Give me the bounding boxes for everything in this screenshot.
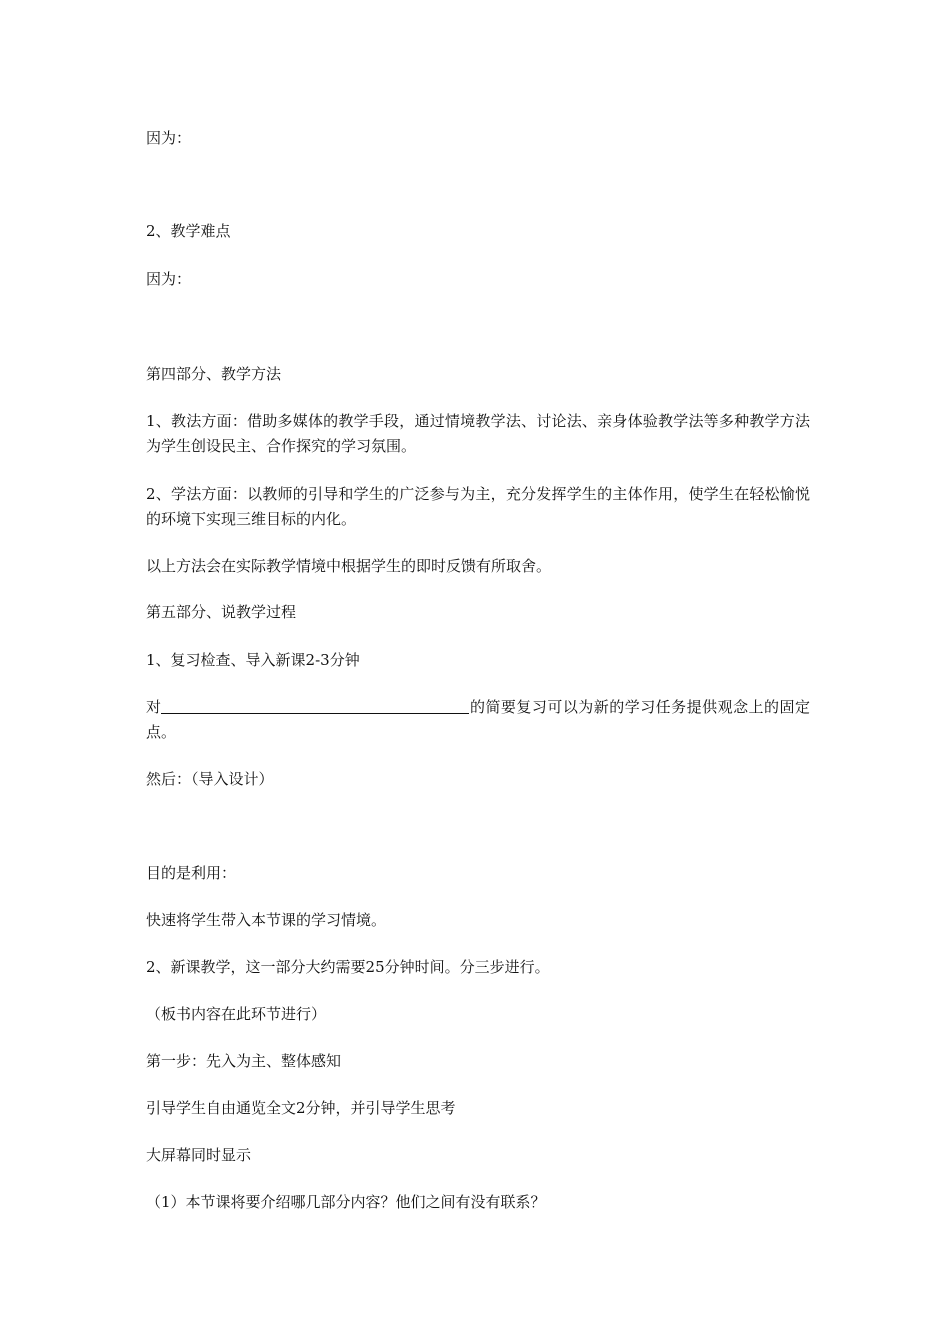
- then-line: 然后：（导入设计）: [146, 770, 274, 788]
- learning-method-paragraph: 2、学法方面：以教师的引导和学生的广泛参与为主，充分发挥学生的主体作用，使学生在轻松愉悦的环境下实现三维目标的内化。: [146, 485, 810, 528]
- step1-heading: 1、复习检查、导入新课2-3分钟: [146, 651, 360, 669]
- review-suffix: 的简要复习可以为新的学习任务提供观念上的固定点。: [146, 698, 810, 741]
- first-step-line: 第一步：先入为主、整体感知: [146, 1052, 342, 1070]
- review-prefix: 对: [146, 698, 162, 716]
- guide-line: 引导学生自由通览全文2分钟，并引导学生思考: [146, 1099, 456, 1117]
- screen-display-line: 大屏幕同时显示: [146, 1146, 252, 1164]
- part5-heading: 第五部分、说教学过程: [146, 603, 297, 621]
- board-note-line: （板书内容在此环节进行）: [146, 1005, 327, 1023]
- step2-heading: 2、新课教学，这一部分大约需要25分钟时间。分三步进行。: [146, 958, 550, 976]
- purpose-line: 目的是利用：: [146, 864, 237, 882]
- fast-intro-line: 快速将学生带入本节课的学习情境。: [146, 911, 387, 929]
- teaching-difficulty-heading: 2、教学难点: [146, 222, 231, 240]
- part4-heading: 第四部分、教学方法: [146, 365, 282, 383]
- because-line-2: 因为：: [146, 270, 192, 288]
- teaching-method-paragraph: 1、教法方面：借助多媒体的教学手段，通过情境教学法、讨论法、亲身体验教学法等多种教学方法为学生创设民主、合作探究的学习氛围。: [146, 412, 810, 455]
- review-blank-underline[interactable]: [161, 697, 469, 714]
- method-note-line: 以上方法会在实际教学情境中根据学生的即时反馈有所取舍。: [146, 557, 552, 575]
- question-1-line: （1）本节课将要介绍哪几部分内容？他们之间有没有联系？: [146, 1193, 546, 1211]
- because-line-1: 因为：: [146, 129, 192, 147]
- review-paragraph: [146, 695, 810, 745]
